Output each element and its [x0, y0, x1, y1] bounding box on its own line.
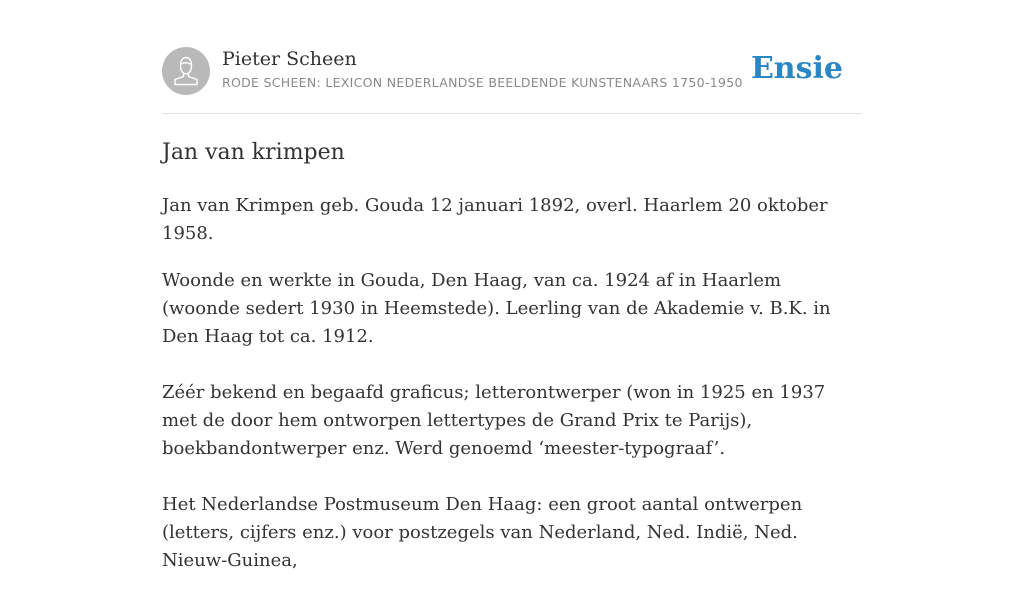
article-title: Jan van krimpen	[162, 140, 345, 165]
author-avatar[interactable]	[162, 47, 210, 95]
user-silhouette-icon	[162, 47, 210, 95]
author-name[interactable]: Pieter Scheen	[222, 48, 357, 70]
source-title[interactable]: RODE SCHEEN: LEXICON NEDERLANDSE BEELDENDE KUNSTENAARS 1750-1950	[222, 75, 743, 90]
ensie-logo[interactable]: Ensie	[750, 51, 843, 86]
article-header	[162, 47, 862, 114]
article-body	[162, 136, 862, 594]
article-paragraph: Jan van Krimpen geb. Gouda 12 januari 1892, overl. Haarlem 20 oktober 1958.	[162, 195, 828, 244]
article-paragraph: Woonde en werkte in Gouda, Den Haag, van ca. 1924 af in Haarlem (woonde sedert 1930 in Heemstede). Leerling van de Akademie v. B.K. in Den Haag tot ca. 1912. Zéér bekend en begaafd graficus; letterontwerper (won in 1925 en 1937 met de door hem ontworpen lettertypes de Grand Prix te Parijs), boekbandontwerper enz. Werd genoemd ‘meester-typograaf’. Het Nederlandse Postmuseum Den Haag: een groot aantal ontwerpen (letters, cijfers enz.) voor postzegels van Nederland, Ned. Indië, Ned. Nieuw-Guinea,	[162, 270, 831, 571]
